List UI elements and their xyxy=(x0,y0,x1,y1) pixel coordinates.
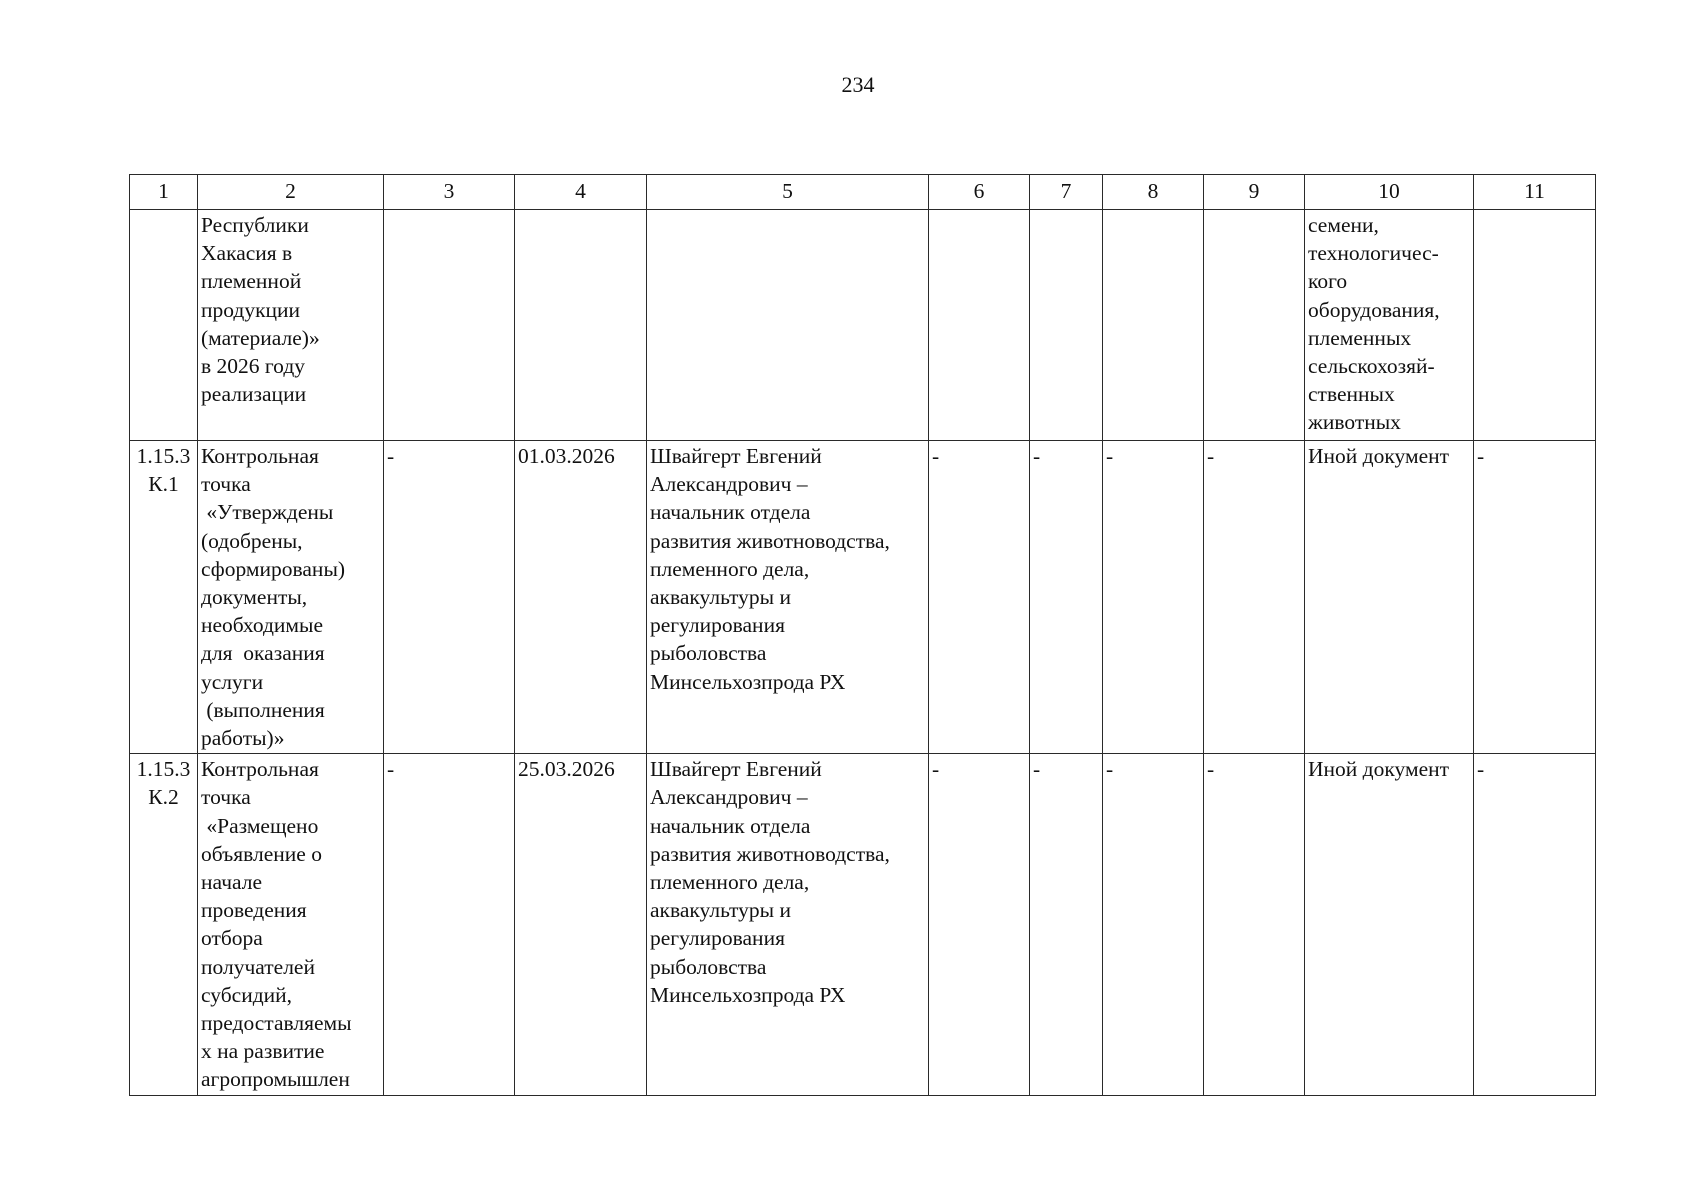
cell-col7: - xyxy=(1030,754,1103,1095)
text-line: Республики xyxy=(201,213,309,237)
text-line: (выполнения xyxy=(201,697,325,722)
cell-col11: - xyxy=(1474,754,1596,1095)
cell-document-type xyxy=(1305,754,1474,1095)
cell-name xyxy=(198,754,384,1095)
text-line: Минсельхозпрода РХ xyxy=(650,982,846,1007)
text-line: Контрольная xyxy=(201,757,319,782)
cell-name xyxy=(198,441,384,754)
col-header-8: 8 xyxy=(1103,175,1204,210)
text-line: работы)» xyxy=(201,726,285,751)
text-line: Хакасия в xyxy=(201,241,293,266)
cell-col3 xyxy=(384,210,515,441)
text-line: аквакультуры и xyxy=(650,585,791,610)
text-line: рыболовства xyxy=(650,954,767,979)
text-line: развития животноводства, xyxy=(650,841,890,866)
text-line: сформированы) xyxy=(201,556,346,581)
text-line: Минсельхозпрода РХ xyxy=(650,669,846,694)
text-line: Швайгерт Евгений xyxy=(650,757,822,782)
cell-responsible xyxy=(647,441,929,754)
text-line: «Размещено xyxy=(201,813,319,838)
col-header-5: 5 xyxy=(647,175,929,210)
text-line: х на развитие xyxy=(201,1039,325,1064)
text-line: (одобрены, xyxy=(201,528,303,553)
cell-responsible xyxy=(647,754,929,1095)
col-header-7: 7 xyxy=(1030,175,1103,210)
text-line: предоставляемы xyxy=(201,1011,352,1036)
text-line: К.1 xyxy=(148,472,179,497)
text-line: оборудования, xyxy=(1308,297,1440,322)
text-line: Иной документ xyxy=(1308,757,1450,782)
cell-col8: - xyxy=(1103,754,1204,1095)
header-row xyxy=(130,175,1596,210)
text-line: сельскохозяй- xyxy=(1308,354,1435,379)
table-row xyxy=(130,441,1596,754)
text-line: реализации xyxy=(201,382,307,407)
text-line: субсидий, xyxy=(201,982,293,1007)
cell-col3: - xyxy=(384,441,515,754)
cell-col7: - xyxy=(1030,441,1103,754)
text-line: 1.15.3 xyxy=(136,757,191,782)
text-line: отбора xyxy=(201,926,263,951)
text-line: получателей xyxy=(201,954,315,979)
cell-date xyxy=(515,210,647,441)
cell-document-type xyxy=(1305,441,1474,754)
cell-col9: - xyxy=(1204,754,1305,1095)
col-header-6: 6 xyxy=(929,175,1030,210)
text-line: точка xyxy=(201,785,251,810)
text-line: начале xyxy=(201,870,263,895)
page-number: 234 xyxy=(841,72,875,97)
text-line: объявление о xyxy=(201,841,322,866)
text-line: племенного дела, xyxy=(650,870,810,895)
text-line: (материале)» xyxy=(201,325,320,350)
cell-col6 xyxy=(929,210,1030,441)
text-line: регулирования xyxy=(650,613,785,638)
table-row xyxy=(130,754,1596,1095)
text-line: Иной документ xyxy=(1308,444,1450,468)
text-line: семени, xyxy=(1308,213,1379,237)
text-line: К.2 xyxy=(148,785,179,810)
cell-col11: - xyxy=(1474,441,1596,754)
cell-date: 01.03.2026 xyxy=(515,441,647,754)
text-line: проведения xyxy=(201,898,307,923)
text-line: племенного дела, xyxy=(650,556,810,581)
cell-col11 xyxy=(1474,210,1596,441)
text-line: аквакультуры и xyxy=(650,898,791,923)
text-line: продукции xyxy=(201,297,301,322)
cell-col6: - xyxy=(929,754,1030,1095)
text-line: Швайгерт Евгений xyxy=(650,444,822,468)
col-header-11: 11 xyxy=(1474,175,1596,210)
text-line: регулирования xyxy=(650,926,785,951)
cell-col7 xyxy=(1030,210,1103,441)
cell-col8 xyxy=(1103,210,1204,441)
table-row xyxy=(130,210,1596,441)
text-line: точка xyxy=(201,472,251,497)
col-header-2: 2 xyxy=(198,175,384,210)
text-line: племенных xyxy=(1308,325,1412,350)
cell-document-type xyxy=(1305,210,1474,441)
text-line: необходимые xyxy=(201,613,324,638)
cell-col8: - xyxy=(1103,441,1204,754)
text-line: Контрольная xyxy=(201,444,319,468)
col-header-10: 10 xyxy=(1305,175,1474,210)
text-line: животных xyxy=(1308,410,1401,435)
text-line: 1.15.3 xyxy=(136,444,191,468)
text-line: услуги xyxy=(201,669,264,694)
text-line: рыболовства xyxy=(650,641,767,666)
text-line: кого xyxy=(1308,269,1348,294)
text-line: в 2026 году xyxy=(201,354,306,379)
cell-responsible xyxy=(647,210,929,441)
text-line: Александрович – xyxy=(650,472,808,497)
cell-col6: - xyxy=(929,441,1030,754)
col-header-4: 4 xyxy=(515,175,647,210)
text-line: агропромышлен xyxy=(201,1067,350,1092)
plan-table xyxy=(129,174,1596,1096)
text-line: племенной xyxy=(201,269,302,294)
text-line: ственных xyxy=(1308,382,1395,407)
text-line: Александрович – xyxy=(650,785,808,810)
text-line: для оказания xyxy=(201,641,325,666)
text-line: технологичес- xyxy=(1308,241,1439,266)
cell-col3: - xyxy=(384,754,515,1095)
col-header-3: 3 xyxy=(384,175,515,210)
col-header-1: 1 xyxy=(130,175,198,210)
text-line: документы, xyxy=(201,585,308,610)
col-header-9: 9 xyxy=(1204,175,1305,210)
cell-number xyxy=(130,754,198,1095)
cell-name xyxy=(198,210,384,441)
text-line: «Утверждены xyxy=(201,500,334,525)
cell-number xyxy=(130,210,198,441)
text-line: начальник отдела xyxy=(650,813,811,838)
text-line: начальник отдела xyxy=(650,500,811,525)
cell-col9 xyxy=(1204,210,1305,441)
cell-col9: - xyxy=(1204,441,1305,754)
cell-date: 25.03.2026 xyxy=(515,754,647,1095)
text-line: развития животноводства, xyxy=(650,528,890,553)
cell-number xyxy=(130,441,198,754)
